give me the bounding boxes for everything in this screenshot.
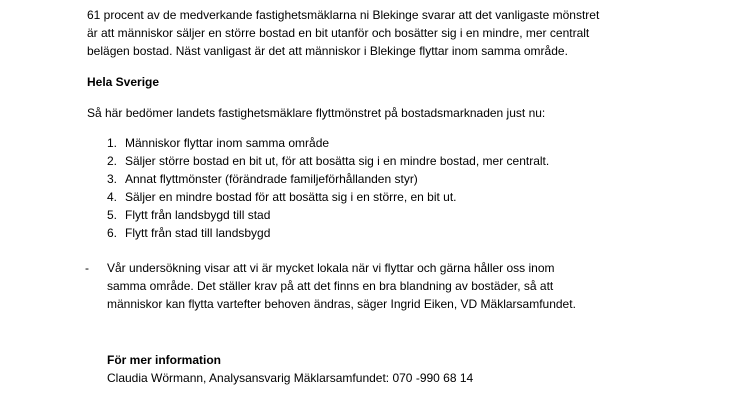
list-item [107,224,270,242]
list-number: 1. [107,136,118,150]
list-item [107,188,457,206]
contact-heading: För mer information [107,353,222,367]
list-item [107,134,329,152]
list-text: Säljer större bostad en bit ut, för att bosätta sig i en mindre bostad, mer centralt. [125,154,550,168]
quote-line-1: Vår undersökning visar att vi är mycket lokala när vi flyttar och gärna håller oss inom [107,261,555,275]
list-text: Människor flyttar inom samma område [125,136,330,150]
quote-line-3: människor kan flytta vartefter behoven ändras, säger Ingrid Eiken, VD Mäklarsamfundet. [107,297,576,311]
list-number: 4. [107,190,118,204]
section-lead: Så här bedömer landets fastighetsmäklare flyttmönstret på bostadsmarknaden just nu: [87,106,546,120]
list-number: 2. [107,154,118,168]
list-text: Flytt från landsbygd till stad [125,208,271,222]
contact-line: Claudia Wörmann, Analysansvarig Mäklarsamfundet: 070 -990 68 14 [107,371,474,385]
list-number: 5. [107,208,118,222]
list-item [107,152,549,170]
list-text: Flytt från stad till landsbygd [125,226,271,240]
list-text: Säljer en mindre bostad för att bosätta sig i en större, en bit ut. [125,190,457,204]
quote-line-2: samma område. Det ställer krav på att det finns en bra blandning av bostäder, så att [107,279,554,293]
list-number: 3. [107,172,118,186]
list-item [107,206,270,224]
intro-line-2: är att människor säljer en större bostad en bit utanför och bosätter sig i en mindre, mer centralt [87,26,590,40]
list-item [107,170,418,188]
list-number: 6. [107,226,118,240]
intro-line-3: belägen bostad. Näst vanligast är det att människor i Blekinge flyttar inom samma område. [87,44,568,58]
intro-line-1: 61 procent av de medverkande fastighetsmäklarna ni Blekinge svarar att det vanligaste mönstret [87,8,600,22]
list-text: Annat flyttmönster (förändrade familjeförhållanden styr) [125,172,418,186]
section-heading: Hela Sverige [87,75,160,89]
quote-bullet: - [85,261,89,275]
